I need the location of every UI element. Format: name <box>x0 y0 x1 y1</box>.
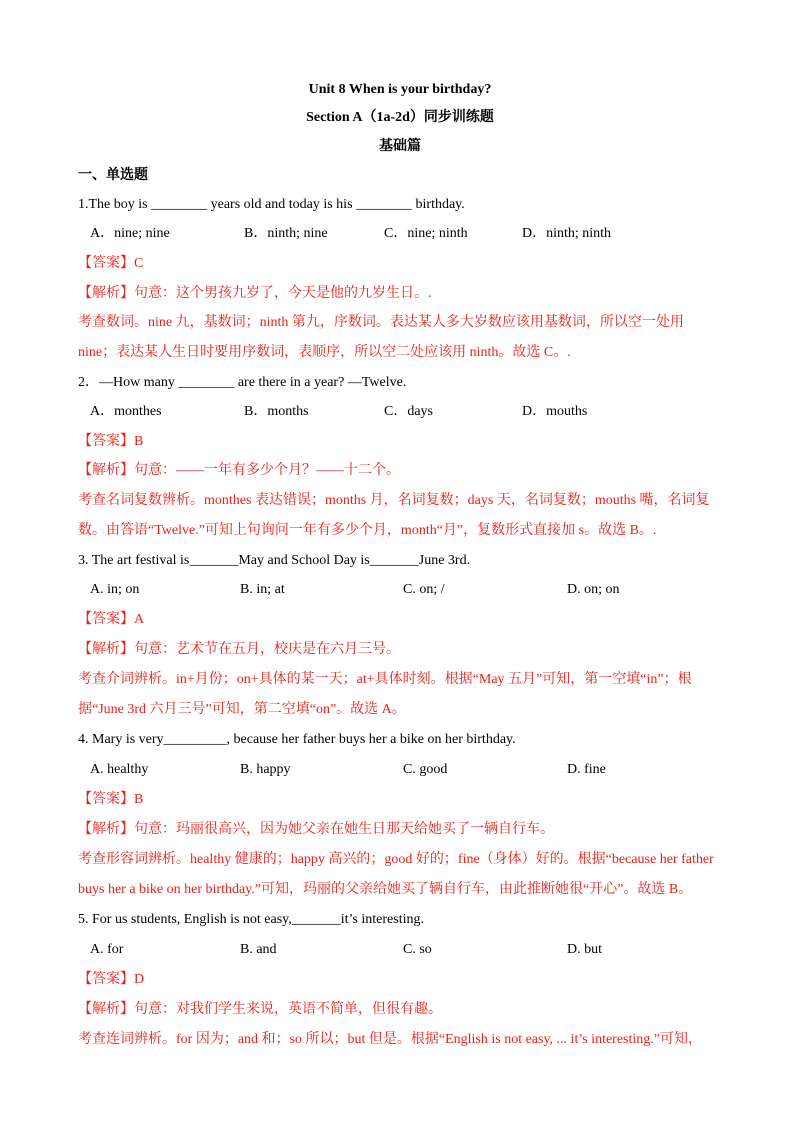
analysis-text: 考查连词辨析。for 因为；and 和；so 所以；but 但是。根据“English is not easy, ... it’s interesting.”可知， <box>78 1032 702 1047</box>
option-d: D. fine <box>567 762 606 777</box>
document-title: Unit 8 When is your birthday? <box>308 82 492 97</box>
analysis-line <box>0 461 800 481</box>
analysis-text: 数。由答语“Twelve.”可知上句询问一年有多少个月，month“月”，复数形式直接加 s。故选 B。. <box>78 523 657 538</box>
analysis-line <box>0 284 800 304</box>
answer-label: 【答案】 <box>78 434 134 449</box>
analysis-text: 考查介词辨析。in+月份；on+具体的某一天；at+具体时刻。根据“May 五月”可知，第一空填“in”；根 <box>78 672 692 687</box>
answer-label: 【答案】 <box>78 972 134 987</box>
option-c: C．days <box>384 404 433 419</box>
analysis-label: 【解析】 <box>78 463 134 478</box>
analysis-line <box>0 1000 800 1020</box>
answer-line <box>0 432 800 452</box>
option-d: D．ninth; ninth <box>522 226 612 241</box>
option-c: C. on; / <box>403 582 445 597</box>
answer-label: 【答案】 <box>78 612 134 627</box>
question-stem: 5. For us students, English is not easy,_______it’s interesting. <box>78 912 424 927</box>
option-b: B. in; at <box>240 582 285 597</box>
answer-value: B <box>134 434 144 449</box>
option-a: A．nine; nine <box>90 226 170 241</box>
option-b: B. and <box>240 942 277 957</box>
analysis-text: 考查形容词辨析。healthy 健康的；happy 高兴的；good 好的；fine（身体）好的。根据“because her father <box>78 852 714 867</box>
option-c: C. good <box>403 762 448 777</box>
option-b: B．months <box>244 404 309 419</box>
analysis-text: 句意：对我们学生来说，英语不简单，但很有趣。 <box>134 1002 442 1017</box>
answer-value: A <box>134 612 145 627</box>
option-c: C. so <box>403 942 432 957</box>
document-subtitle: Section A（1a-2d）同步训练题 <box>306 110 494 125</box>
analysis-label: 【解析】 <box>78 286 134 301</box>
analysis-label: 【解析】 <box>78 642 134 657</box>
answer-value: D <box>134 972 145 987</box>
option-a: A. for <box>90 942 124 957</box>
option-d: D. but <box>567 942 602 957</box>
option-b: B．ninth; nine <box>244 226 328 241</box>
answer-line <box>0 610 800 630</box>
answer-label: 【答案】 <box>78 792 134 807</box>
option-a: A. in; on <box>90 582 140 597</box>
analysis-text: 考查名词复数辨析。monthes 表达错误；months 月，名词复数；days 天，名词复数；mouths 嘴，名词复 <box>78 493 710 508</box>
question-stem: 2．—How many ________ are there in a year? —Twelve. <box>78 375 407 390</box>
analysis-line <box>0 820 800 840</box>
option-a: A. healthy <box>90 762 149 777</box>
analysis-text: 句意：玛丽很高兴，因为她父亲在她生日那天给她买了一辆自行车。 <box>134 822 554 837</box>
option-b: B. happy <box>240 762 291 777</box>
question-stem: 4. Mary is very_________, because her father buys her a bike on her birthday. <box>78 732 516 747</box>
analysis-text: 据“June 3rd 六月三号”可知，第二空填“on”。故选 A。 <box>78 702 406 717</box>
option-d: D. on; on <box>567 582 620 597</box>
analysis-line <box>0 640 800 660</box>
analysis-text: buys her a bike on her birthday.”可知，玛丽的父亲给她买了辆自行车，由此推断她很“开心”。故选 B。 <box>78 882 693 897</box>
answer-value: B <box>134 792 144 807</box>
answer-line <box>0 254 800 274</box>
analysis-text: 句意：这个男孩九岁了，今天是他的九岁生日。. <box>134 286 432 301</box>
question-stem: 1.The boy is ________ years old and today is his ________ birthday. <box>78 197 465 212</box>
answer-line <box>0 790 800 810</box>
question-stem: 3. The art festival is_______May and School Day is_______June 3rd. <box>78 553 471 568</box>
analysis-text: 句意：——一年有多少个月？——十二个。 <box>134 463 400 478</box>
section-heading: 一、单选题 <box>78 168 148 183</box>
analysis-label: 【解析】 <box>78 1002 134 1017</box>
answer-value: C <box>134 256 144 271</box>
analysis-label: 【解析】 <box>78 822 134 837</box>
option-d: D．mouths <box>522 404 588 419</box>
option-a: A．monthes <box>90 404 162 419</box>
document-level: 基础篇 <box>379 139 421 154</box>
option-c: C．nine; ninth <box>384 226 468 241</box>
answer-label: 【答案】 <box>78 256 134 271</box>
analysis-text: 考查数词。nine 九，基数词；ninth 第九，序数词。表达某人多大岁数应该用基数词，所以空一处用 <box>78 315 684 330</box>
analysis-text: nine；表达某人生日时要用序数词，表顺序，所以空二处应该用 ninth。故选 C。. <box>78 345 571 360</box>
analysis-text: 句意：艺术节在五月，校庆是在六月三号。 <box>134 642 400 657</box>
answer-line <box>0 970 800 990</box>
